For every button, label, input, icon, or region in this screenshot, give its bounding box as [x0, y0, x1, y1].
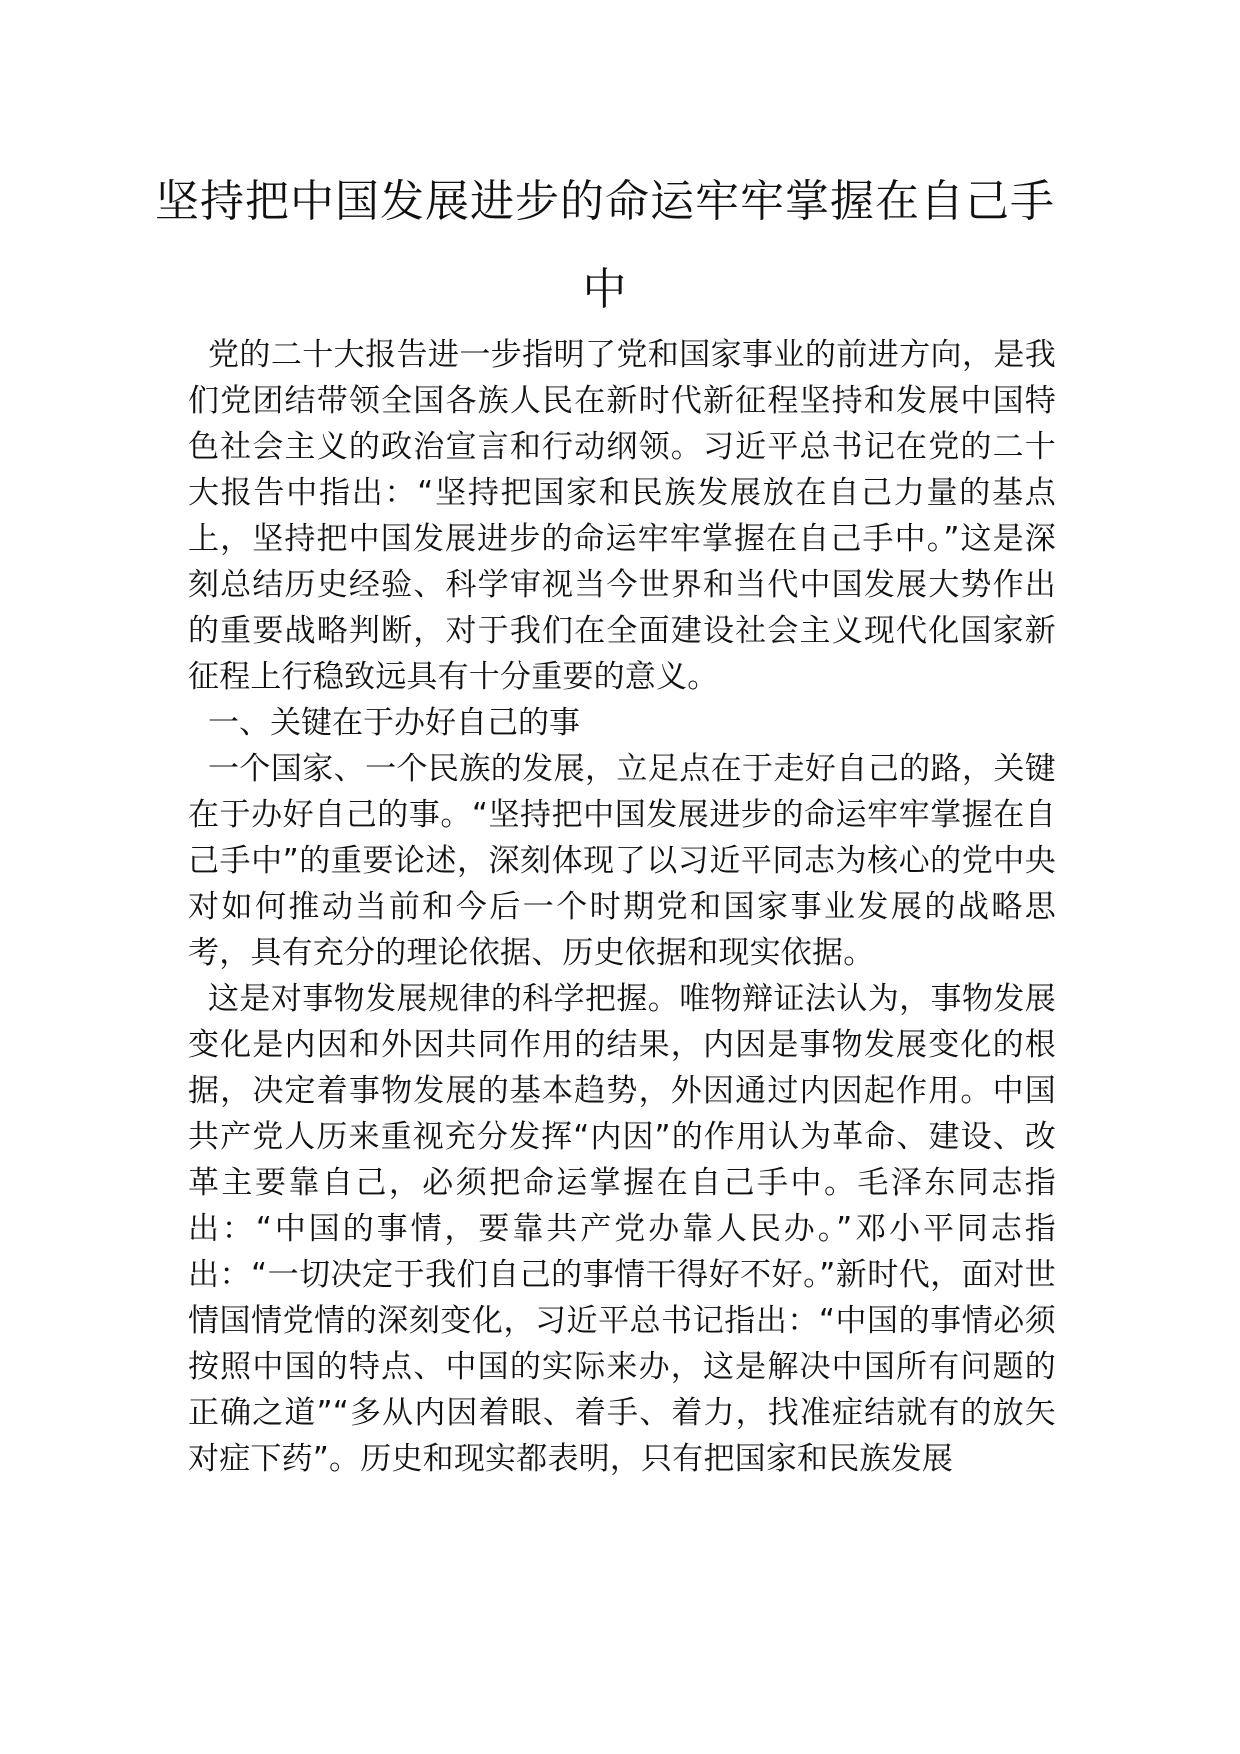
document-title: 坚持把中国发展进步的命运牢牢掌握在自己手中	[155, 176, 1055, 315]
intro-paragraph: 党的二十大报告进一步指明了党和国家事业的前进方向，是我们党团结带领全国各族人民在新时代新征程坚持和发展中国特色社会主义的政治宣言和行动纲领。习近平总书记在党的二十大报告中指出：“坚持把国家和民族发展放在自己力量的基点上，坚持把中国发展进步的命运牢牢掌握在自己手中。”这是深刻总结历史经验、科学审视当今世界和当代中国发展大势作出的重要战略判断，对于我们在全面建设社会主义现代化国家新征程上行稳致远具有十分重要的意义。	[188, 337, 1056, 695]
body-paragraph: 一个国家、一个民族的发展，立足点在于走好自己的路，关键在于办好自己的事。“坚持把中国发展进步的命运牢牢掌握在自己手中”的重要论述，深刻体现了以习近平同志为核心的党中央对如何推动当前和今后一个时期党和国家事业发展的战略思考，具有充分的理论依据、历史依据和现实依据。	[188, 751, 1056, 971]
body-paragraph: 这是对事物发展规律的科学把握。唯物辩证法认为，事物发展变化是内因和外因共同作用的结果，内因是事物发展变化的根据，决定着事物发展的基本趋势，外因通过内因起作用。中国共产党人历来重视充分发挥“内因”的作用认为革命、建设、改革主要靠自己，必须把命运掌握在自己手中。毛泽东同志指出：“中国的事情，要靠共产党办靠人民办。”邓小平同志指出：“一切决定于我们自己的事情干得好不好。”新时代，面对世情国情党情的深刻变化，习近平总书记指出：“中国的事情必须按照中国的特点、中国的实际来办，这是解决中国所有问题的正确之道”“多从内因着眼、着手、着力，找准症结就有的放矢对症下药”。历史和现实都表明，只有把国家和民族发展	[188, 981, 1056, 1477]
section-heading: 一、关键在于办好自己的事	[208, 705, 580, 741]
document-body	[188, 332, 1056, 1482]
